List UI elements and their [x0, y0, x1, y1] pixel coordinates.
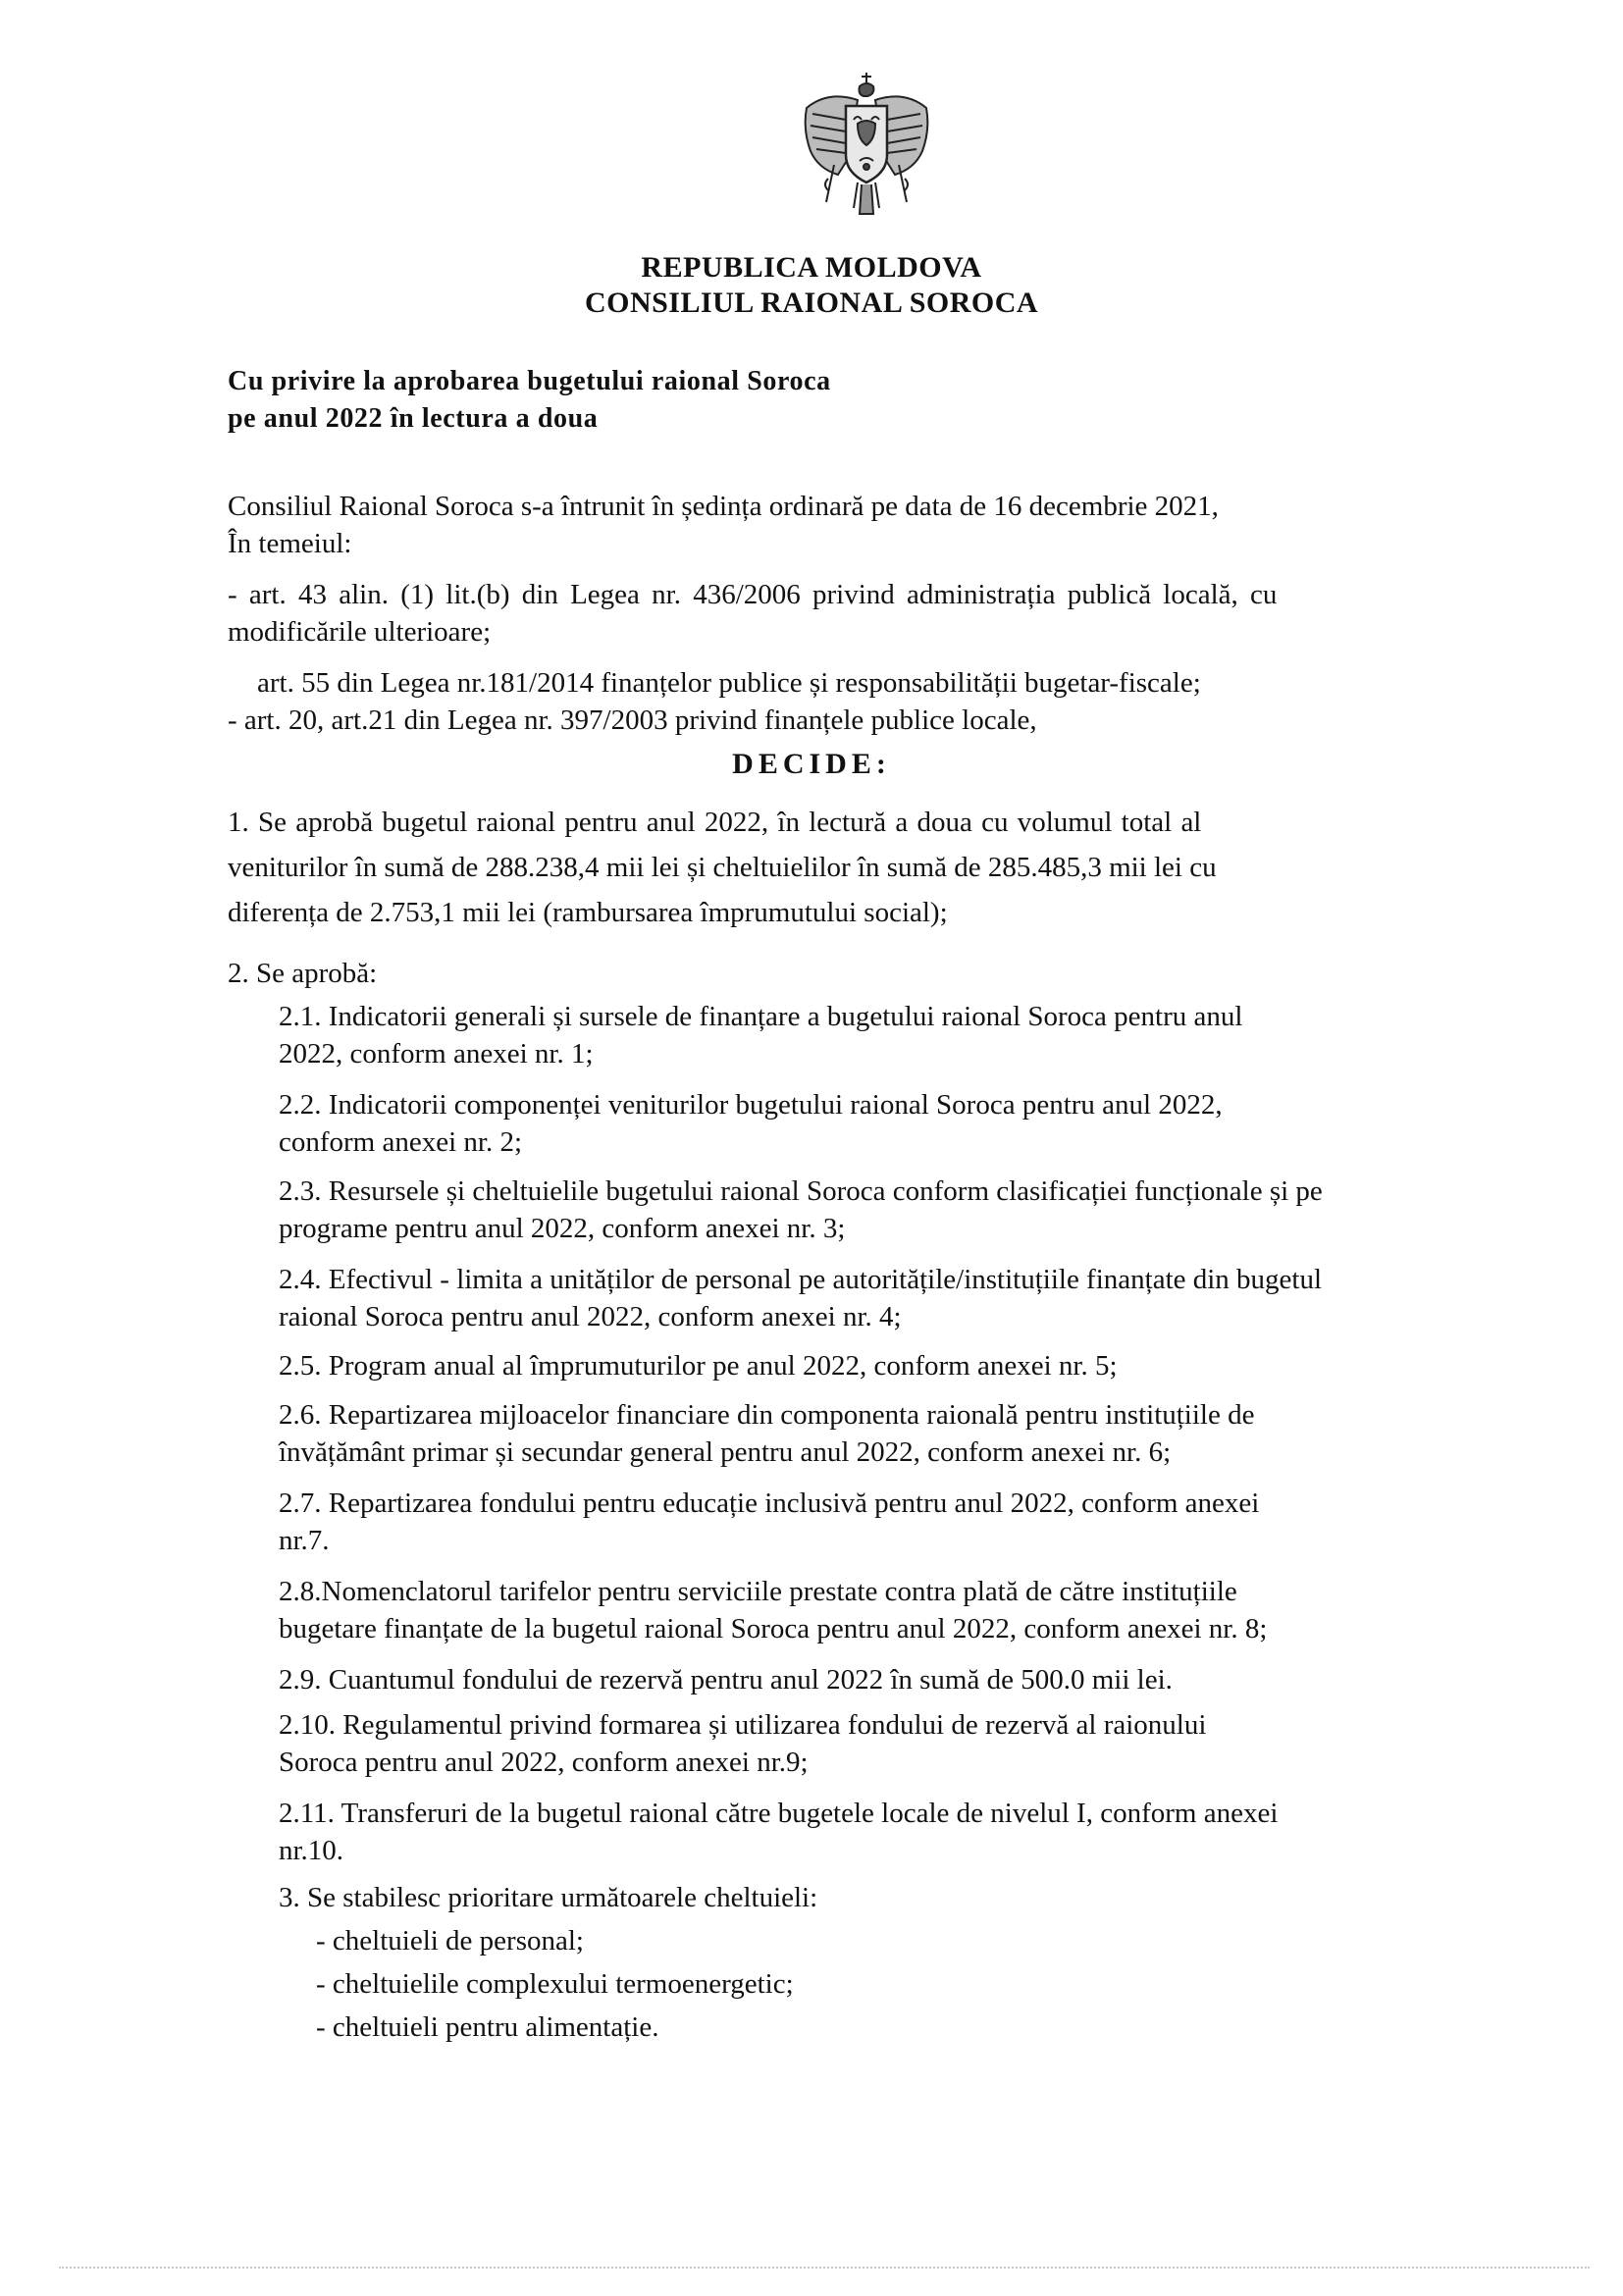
point-2-item-line: 2.10. Regulamentul privind formarea și utilizarea fondului de rezervă al raionului — [279, 1709, 1207, 1741]
point-3-item: - cheltuieli de personal; — [316, 1925, 584, 1957]
point-2-item-line: învățământ primar și secundar general pentru anul 2022, conform anexei nr. 6; — [279, 1436, 1172, 1468]
point-1-line-2: veniturilor în sumă de 288.238,4 mii lei și cheltuielilor în sumă de 285.485,3 mii lei cu — [228, 852, 1217, 883]
point-2-item-line: 2.11. Transferuri de la bugetul raional către bugetele locale de nivelul I, conform anexei — [279, 1798, 1279, 1829]
point-2-item-line: 2.7. Repartizarea fondului pentru educație inclusivă pentru anul 2022, conform anexei — [279, 1487, 1260, 1519]
point-2-item-line: 2.5. Program anual al împrumuturilor pe anul 2022, conform anexei nr. 5; — [279, 1350, 1118, 1382]
point-2-intro: 2. Se aprobă: — [228, 958, 378, 989]
point-3-item: - cheltuielile complexului termoenergetic; — [316, 1968, 794, 2000]
legal-basis-item-3: - art. 20, art.21 din Legea nr. 397/2003 privind finanțele publice locale, — [228, 704, 1037, 736]
legal-basis-item-1-line-2: modificările ulterioare; — [228, 616, 492, 648]
point-2-item-line: 2022, conform anexei nr. 1; — [279, 1038, 594, 1070]
point-2-item-line: 2.6. Repartizarea mijloacelor financiare din componenta raională pentru instituțiile de — [279, 1399, 1255, 1431]
subject-line-1: Cu privire la aprobarea bugetului raional Soroca — [228, 366, 831, 396]
point-3-item: - cheltuieli pentru alimentație. — [316, 2011, 659, 2043]
intro-line-1: Consiliul Raional Soroca s-a întrunit în ședința ordinară pe data de 16 decembrie 2021, — [228, 491, 1219, 522]
point-2-item-line: raional Soroca pentru anul 2022, conform anexei nr. 4; — [279, 1301, 902, 1332]
point-2-item-line: nr.10. — [279, 1835, 344, 1866]
legal-basis-item-1-line-1: - art. 43 alin. (1) lit.(b) din Legea nr. 436/2006 privind administrația publică locală, cu — [228, 579, 1278, 610]
point-3-intro: 3. Se stabilesc prioritare următoarele cheltuieli: — [279, 1882, 818, 1913]
point-1-line-1: 1. Se aprobă bugetul raional pentru anul 2022, în lectură a doua cu volumul total al — [228, 807, 1202, 838]
point-2-item-line: programe pentru anul 2022, conform anexei nr. 3; — [279, 1213, 846, 1244]
subject-line-2: pe anul 2022 în lectura a doua — [228, 403, 599, 434]
scan-edge-line — [59, 2267, 1590, 2269]
intro-line-2: În temeiul: — [228, 528, 352, 559]
point-2-item-line: 2.8.Nomenclatorul tarifelor pentru serviciile prestate contra plată de către instituțiile — [279, 1576, 1237, 1607]
point-2-item-line: 2.3. Resursele și cheltuielile bugetului raional Soroca conform clasificației funcționale și pe — [279, 1175, 1323, 1207]
coat-of-arms-emblem — [789, 71, 944, 218]
point-1-line-3: diferența de 2.753,1 mii lei (rambursarea împrumutului social); — [228, 897, 948, 928]
point-2-item-line: bugetare finanțate de la bugetul raional Soroca pentru anul 2022, conform anexei nr. 8; — [279, 1613, 1268, 1644]
point-2-item-line: nr.7. — [279, 1525, 330, 1556]
country-heading: REPUBLICA MOLDOVA — [641, 251, 982, 284]
decide-heading: DECIDE: — [732, 748, 891, 780]
legal-basis-item-2: art. 55 din Legea nr.181/2014 finanțelor publice și responsabilității bugetar-fiscale; — [257, 667, 1201, 699]
point-2-item-line: 2.9. Cuantumul fondului de rezervă pentru anul 2022 în sumă de 500.0 mii lei. — [279, 1664, 1173, 1696]
council-heading: CONSILIUL RAIONAL SOROCA — [584, 287, 1039, 319]
point-2-item-line: 2.4. Efectivul - limita a unităților de personal pe autoritățile/instituțiile finanțate din bugetul — [279, 1264, 1323, 1295]
point-2-item-line: Soroca pentru anul 2022, conform anexei nr.9; — [279, 1747, 809, 1778]
point-2-item-line: 2.2. Indicatorii componenței veniturilor bugetului raional Soroca pentru anul 2022, — [279, 1089, 1223, 1121]
point-2-item-line: 2.1. Indicatorii generali și sursele de finanțare a bugetului raional Soroca pentru anul — [279, 1001, 1243, 1032]
point-2-item-line: conform anexei nr. 2; — [279, 1126, 523, 1158]
